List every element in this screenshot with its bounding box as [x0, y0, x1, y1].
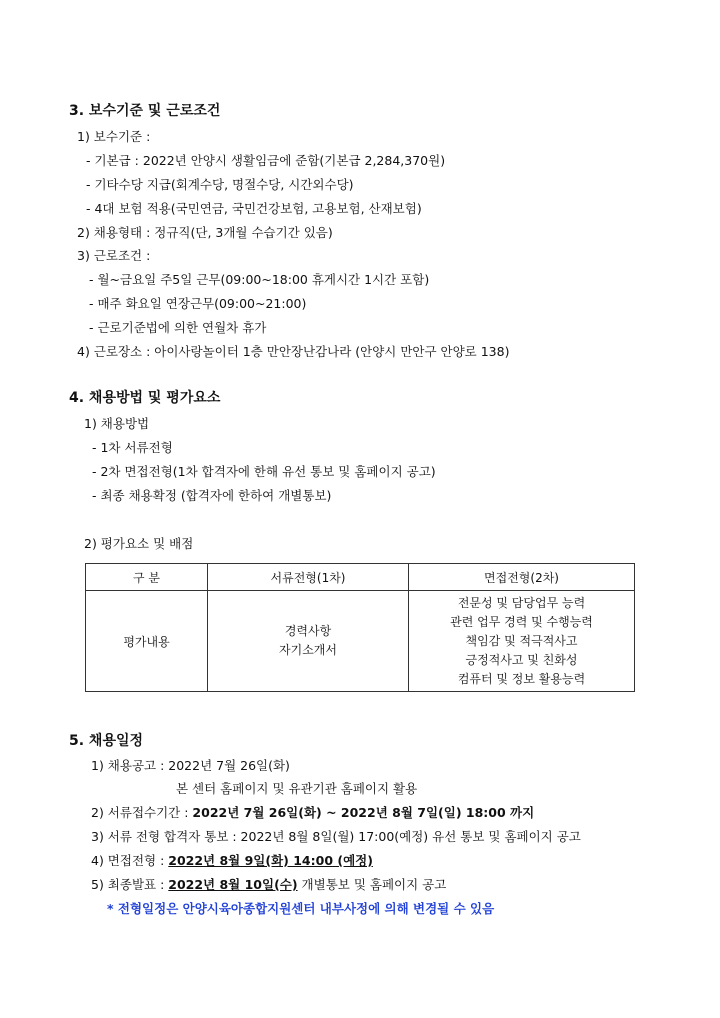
interview-criteria	[409, 591, 635, 692]
schedule-note: * 전형일정은 안양시육아종합지원센터 내부사정에 의해 변경될 수 있음	[107, 901, 495, 916]
section4-title: 4. 채용방법 및 평가요소	[69, 390, 221, 406]
section3-title: 3. 보수기준 및 근로조건	[69, 103, 221, 119]
interview-label: 4) 면접전형 :	[91, 853, 169, 868]
header-interview: 면접전형(2차)	[409, 564, 635, 591]
interview-criterion: 긍정적사고 및 친화성	[465, 652, 578, 667]
condition-leave: - 근로기준법에 의한 연월차 휴가	[89, 320, 267, 335]
header-category: 구 분	[86, 564, 208, 591]
final-label: 5) 최종발표 :	[91, 877, 169, 892]
condition-overtime: - 매주 화요일 연장근무(09:00~21:00)	[89, 296, 307, 311]
final-rest: 개별통보 및 홈페이지 공고	[297, 877, 447, 892]
evaluation-table	[85, 563, 635, 692]
final-announcement	[91, 877, 446, 893]
interview-value: 2022년 8월 9일(화) 14:00 (예정)	[168, 853, 373, 868]
table-header-row	[86, 564, 635, 591]
receipt-label: 2) 서류접수기간 :	[91, 805, 193, 820]
document-criterion: 경력사항	[284, 624, 332, 638]
pay-item-base: - 기본급 : 2022년 안양시 생활임금에 준함(기본급 2,284,370원)	[86, 153, 446, 168]
interview-criterion: 관련 업무 경력 및 수행능력	[450, 614, 593, 629]
eval-label: 2) 평가요소 및 배점	[84, 536, 194, 551]
table-row	[86, 591, 635, 692]
notice-date: 1) 채용공고 : 2022년 7월 26일(화)	[91, 758, 290, 773]
document-result: 3) 서류 전형 합격자 통보 : 2022년 8월 8일(월) 17:00(예정) 유선 통보 및 홈페이지 공고	[91, 829, 581, 844]
condition-hours: - 월~금요일 주5일 근무(09:00~18:00 휴게시간 1시간 포함)	[89, 272, 430, 287]
workplace: 4) 근로장소 : 아이사랑놀이터 1층 만안장난감나라 (안양시 만안구 안양로 138)	[77, 344, 510, 359]
section5-title: 5. 채용일정	[69, 733, 144, 749]
pay-label: 1) 보수기준 :	[77, 129, 151, 144]
interview-criterion: 컴퓨터 및 정보 활용능력	[457, 671, 586, 686]
pay-item-insurance: - 4대 보험 적용(국민연금, 국민건강보험, 고용보험, 산재보험)	[86, 201, 422, 216]
row-label: 평가내용	[86, 591, 208, 692]
method-item-3: - 최종 채용확정 (합격자에 한하여 개별통보)	[92, 488, 332, 503]
interview-criterion: 전문성 및 담당업무 능력	[457, 595, 586, 610]
method-label: 1) 채용방법	[84, 416, 150, 431]
interview-date	[91, 853, 373, 869]
method-item-2: - 2차 면접전형(1차 합격자에 한해 유선 통보 및 홈페이지 공고)	[92, 464, 436, 479]
pay-item-allowance: - 기타수당 지급(회계수당, 명절수당, 시간외수당)	[86, 177, 354, 192]
receipt-value: 2022년 7월 26일(화) ~ 2022년 8월 7일(일) 18:00 까지	[192, 805, 535, 820]
final-value: 2022년 8월 10일(수)	[168, 877, 298, 892]
interview-criterion: 책임감 및 적극적사고	[465, 633, 578, 648]
notice-channel: 본 센터 홈페이지 및 유관기관 홈페이지 활용	[176, 781, 418, 796]
header-document: 서류전형(1차)	[208, 564, 409, 591]
document-criteria	[208, 591, 409, 692]
method-item-1: - 1차 서류전형	[92, 440, 173, 455]
document-criterion: 자기소개서	[279, 643, 337, 657]
conditions-label: 3) 근로조건 :	[77, 248, 151, 263]
employment-type: 2) 채용형태 : 정규직(단, 3개월 수습기간 있음)	[77, 225, 333, 240]
receipt-period	[91, 805, 534, 821]
